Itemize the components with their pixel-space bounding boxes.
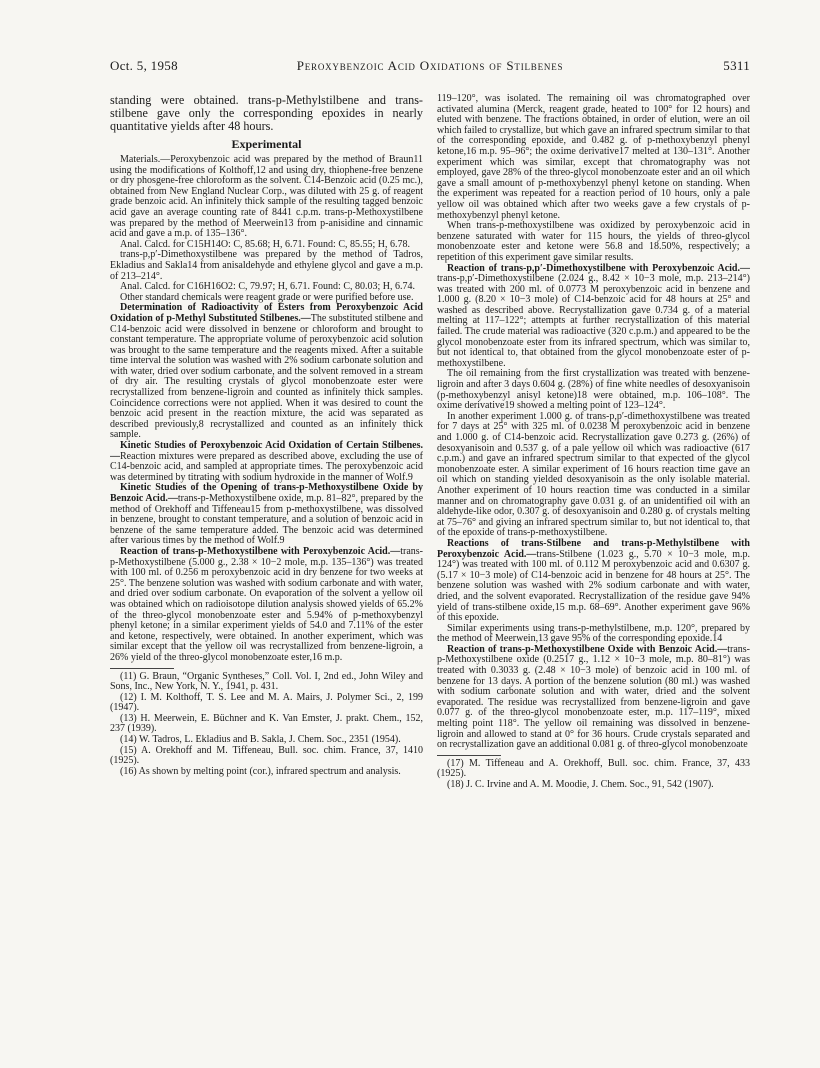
- intro-paragraph: standing were obtained. trans-p-Methylstilbene and trans-stilbene gave only the corresponding epoxides in nearly quantitative yields after 48 hours.: [110, 94, 423, 133]
- footnote-divider: [437, 755, 501, 756]
- paragraph-body: trans-Stilbene (1.023 g., 5.70 × 10−3 mole, m.p. 124°) was treated with 100 ml. of 0.112 M peroxybenzoic acid and 0.6307 g. (5.17 × 10−3 mole) of C14-benzoic acid in benzene for 48 hours at 25°. The benzene solution was washed with 2% sodium carbonate and with water, dried, and the solvent evaporated. Recrystallization of the residue gave 94% yield of trans-stilbene oxide,15 m.p. 68–69°. Another experiment gave 96% of this epoxide.: [437, 548, 750, 624]
- opening-paragraph: [110, 483, 423, 547]
- analysis-1: Anal. Calcd. for C15H14O: C, 85.68; H, 6.71. Found: C, 85.55; H, 6.78.: [120, 238, 410, 250]
- run-in-heading: Reactions of trans-Stilbene and trans-p-Methylstilbene with Peroxybenzoic Acid.—: [437, 537, 750, 560]
- dimethoxy-reaction-paragraph: [437, 264, 750, 370]
- other-chemicals-paragraph: Other standard chemicals were reagent grade or were purified before use.: [120, 291, 414, 303]
- analysis-2: Anal. Calcd. for C16H16O2: C, 79.97; H, 6.71. Found: C, 80.03; H, 6.74.: [120, 281, 415, 293]
- run-in-heading: Kinetic Studies of the Opening of trans-p-Methoxystilbene Oxide by Benzoic Acid.—: [110, 482, 423, 504]
- run-in-heading: Reaction of trans-p-Methoxystilbene Oxide with Benzoic Acid.—: [447, 643, 728, 655]
- oxide-reaction-paragraph: [437, 645, 750, 751]
- footnote: (14) W. Tadros, L. Ekladius and B. Sakla, J. Chem. Soc., 2351 (1954).: [120, 734, 401, 746]
- paragraph-body: Reaction mixtures were prepared as described above, excluding the use of C14-benzoic acid, and sampled at appropriate times. The peroxybenzoic acid was determined by titrating with sodium hydroxide in the manner of Wolf.9: [110, 450, 423, 483]
- paragraph-body: trans-p-Methoxystilbene oxide, m.p. 81–82°, prepared by the method of Orekhoff and Tiffeneau15 from p-methoxystilbene, was dissolved in benzene, brought to constant temperature, and a solution of benzoic acid in benzene of the same temperature added. The benzoic acid was determined after various times by the method of Wolf.9: [110, 493, 423, 547]
- another-experiment-paragraph: In another experiment 1.000 g. of trans-p,p′-dimethoxystilbene was treated for 7 days at 25° with 325 ml. of 0.0238 M peroxybenzoic acid in benzene and 1.000 g. of C14-benzoic acid. Recrystallization gave 0.273 g. (26%) of desoxyanisoin and 0.537 g. of a pale yellow oil which was radioactive (617 c.p.m.) and gave an infrared spectrum similar to that expected of the glycol monobenzoate ester. A similar experiment of 16 hours reaction time gave an oil which on standing yielded desoxyanisoin as the only isolable material. Another experiment of 10 hours reaction time was conducted in a similar manner and on chromatography gave 0.031 g. of an unidentified oil with an aldehyde-like odor, 0.307 g. of desoxyanisoin and 0.280 g. of crystals melting at 75–76° and giving an infrared spectrum similar to, but not identical to, that of the epoxide of trans-p-methoxystilbene.: [437, 410, 750, 539]
- paragraph-body: The substituted stilbene and C14-benzoic acid were dissolved in benzene or chloroform and brought to constant temperature. The appropriate volume of peroxybenzoic acid solution was brought to the same temperature and the reagents mixed. After a suitable time interval the solution was washed with 2% sodium carbonate solution and with water, dried over sodium carbonate, and the solvent removed in a stream of dry air. The resulting crystals of glycol monobenzoate ester were recrystallized from benzene-ligroin and counted as infinitely thick samples. Coincidence corrections were not applied. When it was desired to count the benzoic acid present in the reaction mixture, the acid was separated as described previously,8 recrystallized and counted as an infinitely thick sample.: [110, 312, 423, 441]
- footnote: (16) As shown by melting point (cor.), infrared spectrum and analysis.: [120, 765, 401, 777]
- run-in-heading: Reaction of trans-p,p′-Dimethoxystilbene with Peroxybenzoic Acid.—: [447, 262, 750, 274]
- left-column: [110, 94, 423, 1046]
- footnote: (15) A. Orekhoff and M. Tiffeneau, Bull. soc. chim. France, 37, 1410 (1925).: [110, 744, 423, 767]
- footnote: (18) J. C. Irvine and A. M. Moodie, J. Chem. Soc., 91, 542 (1907).: [447, 779, 714, 790]
- water-paragraph: When trans-p-methoxystilbene was oxidized by peroxybenzoic acid in benzene saturated with water for 115 hours, the yields of threo-glycol monobenzoate ester and ketone were 56.8 and 18.50%, respectively; a repetition of this experiment gave similar results.: [437, 220, 750, 263]
- radioactivity-paragraph: [110, 303, 423, 441]
- footnote: (11) G. Braun, “Organic Syntheses,” Coll. Vol. I, 2nd ed., John Wiley and Sons, Inc., New York, N. Y., 1941, p. 431.: [110, 670, 423, 693]
- page-number: 5311: [723, 58, 750, 73]
- similar-experiments-paragraph: Similar experiments using trans-p-methylstilbene, m.p. 120°, prepared by the method of Meerwein,13 gave 95% of the corresponding epoxide.14: [437, 622, 750, 645]
- section-heading-experimental: Experimental: [231, 137, 302, 151]
- paragraph-body: trans-p,p′-Dimethoxystilbene (2.024 g., 8.42 × 10−3 mole, m.p. 213–214°) was treated with 200 ml. of 0.0773 M peroxybenzoic acid in benzene and 1.000 g. (8.20 × 10−3 mole) of C14-benzoic acid for 48 hours at 25° and washed as described above. Recrystallization gave 0.734 g. of a material melting at 117–122°; attempts at further recrystallization of this material failed. The crude material was radioactive (320 c.p.m.) and appeared to be the glycol monobenzoate ester from its infrared spectrum, which was similar to, but not identical to, that obtained from the glycol monobenzoate ester of p-methoxystilbene.: [437, 273, 750, 369]
- run-in-heading: Determination of Radioactivity of Esters from Peroxybenzoic Acid Oxidation of p-Methyl Substituted Stilbenes.—: [110, 302, 423, 324]
- dimethoxy-prep-paragraph: trans-p,p′-Dimethoxystilbene was prepared by the method of Tadros, Ekladius and Sakla14 from anisaldehyde and ethylene glycol and gave a m.p. of 213–214°.: [110, 249, 423, 282]
- footnote: (17) M. Tiffeneau and A. Orekhoff, Bull. soc. chim. France, 37, 433 (1925).: [437, 757, 750, 780]
- running-title: Peroxybenzoic Acid Oxidations of Stilbenes: [296, 58, 564, 73]
- continued-paragraph: 119–120°, was isolated. The remaining oil was chromatographed over activated alumina (Merck, reagent grade, heated to 100° for 12 hours) and eluted with benzene. The fractions obtained, in order of elution, were an oil which failed to crystallize, but which gave an infrared spectrum similar to that of the corresponding epoxide, and 0.482 g. of p-methoxybenzyl phenyl ketone,16 m.p. 95–96°; the oxime derivative17 melted at 130–131°. Another experiment which was similar, except that chromatography was not employed, gave 28% of the threo-glycol monobenzoate ester and an oil which gave a small amount of p-methoxybenzyl phenyl ketone on standing. When the experiment was repeated for a reaction period of 10 hours, only a pale yellow oil was obtained which after two weeks gave a few crystals of p-methoxybenzyl phenyl ketone.: [437, 94, 750, 221]
- stilbene-reaction-paragraph: [437, 539, 750, 624]
- right-column: [437, 94, 750, 1039]
- issue-date: Oct. 5, 1958: [110, 58, 178, 73]
- two-column-body: [110, 94, 750, 1046]
- remaining-oil-paragraph: The oil remaining from the first crystallization was treated with benzene-ligroin and after 3 days 0.604 g. (28%) of fine white needles of desoxyanisoin (p-methoxybenzyl anisyl ketone)18 were obtained, m.p. 106–108°. The oxime derivative19 showed a melting point of 123–124°.: [437, 368, 750, 412]
- materials-paragraph: Materials.—Peroxybenzoic acid was prepared by the method of Braun11 using the modifications of Kolthoff,12 and using dry, thiophene-free benzene or dry phosgene-free chloroform as the solvent. C14-Benzoic acid (0.25 mc.), obtained from New England Nuclear Corp., was diluted with 25 g. of reagent grade benzoic acid. An infinitely thick sample of the resulting tagged benzoic acid gave an average counting rate of 8441 c.p.m. trans-p-Methoxystilbene was prepared by the method of Meerwein13 from p-anisidine and cinnamic acid and gave a m.p. of 135–136°.: [110, 154, 423, 240]
- paragraph-body: trans-p-Methoxystilbene oxide (0.2517 g., 1.12 × 10−3 mole, m.p. 80–81°) was treated with 0.3033 g. (2.48 × 10−3 mole) of benzoic acid in 100 ml. of benzene for 13 days. A portion of the benzene solution (80 ml.) was washed with sodium carbonate solution and with water, dried and the solvent evaporated. The residue was recrystallized from benzene-ligroin and gave 0.077 g. of the threo-glycol monobenzoate ester, m.p. 117–119°, mixed melting point 118°. The yellow oil remaining was dissolved in benzene-ligroin and allowed to stand at 0° for 36 hours. Crude crystals separated and on recrystallization gave an additional 0.081 g. of threo-glycol monobenzoate: [437, 643, 750, 751]
- reaction-paragraph: [110, 547, 423, 664]
- footnote: (13) H. Meerwein, E. Büchner and K. Van Emster, J. prakt. Chem., 152, 237 (1939).: [110, 712, 423, 735]
- footnote: (12) I. M. Kolthoff, T. S. Lee and M. A. Mairs, J. Polymer Sci., 2, 199 (1947).: [110, 691, 423, 714]
- footnote-divider: [110, 668, 174, 669]
- run-in-heading: Reaction of trans-p-Methoxystilbene with Peroxybenzoic Acid.—: [120, 545, 401, 557]
- running-head: [110, 58, 750, 76]
- kinetic-paragraph: [110, 441, 423, 483]
- paragraph-body: trans-p-Methoxystilbene (5.000 g., 2.38 × 10−2 mole, m.p. 135–136°) was treated with 100 ml. of 0.256 m peroxybenzoic acid in dry benzene for two weeks at 25°. The benzene solution was washed with sodium carbonate and with water, and dried over sodium carbonate. On evaporation of the solvent a yellow oil was obtained which on radioisotope dilution analysis showed yields of 65.2% of the threo-glycol monobenzoate ester and 5.94% of p-methoxybenzyl phenyl ketone; in a similar experiment yields of 54.0 and 7.11% of the ester and ketone, respectively, were obtained. In another experiment, which was similar except that the yellow oil was recrystallized from benzene-ligroin, a 26% yield of the threo-glycol monobenzoate ester,16 m.p.: [110, 545, 423, 663]
- run-in-heading: Kinetic Studies of Peroxybenzoic Acid Oxidation of Certain Stilbenes.—: [110, 440, 423, 462]
